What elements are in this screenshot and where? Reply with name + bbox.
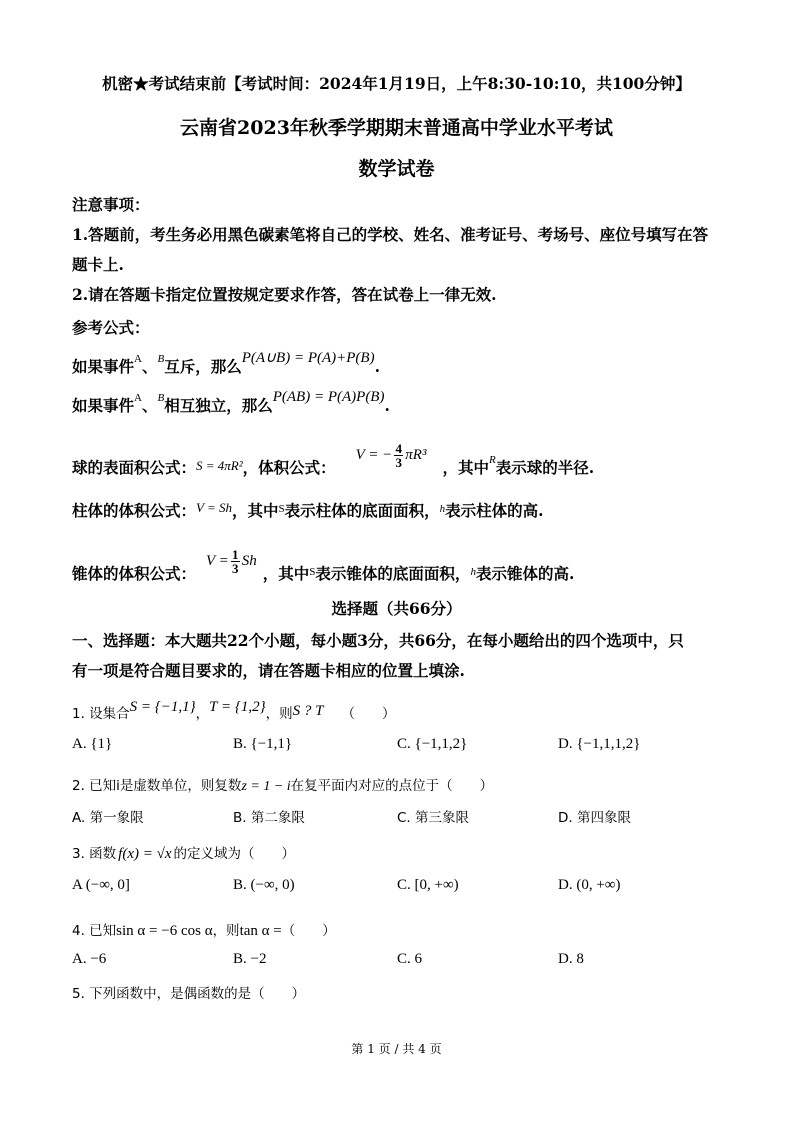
rhs: πR³ — [405, 447, 427, 463]
option-b: B. {−1,1} — [233, 736, 293, 752]
math: sin α = −6 cos α — [116, 923, 213, 939]
var-s: S — [278, 503, 285, 515]
note-2: 2.请在答题卡指定位置按规定要求作答，答在试卷上一律无效. — [72, 285, 497, 304]
question-1 — [72, 699, 396, 723]
text: 相互独立，那么 — [164, 396, 273, 415]
question-4 — [72, 919, 336, 940]
text: 表示锥体的高. — [475, 564, 575, 583]
var-r: R — [489, 454, 496, 466]
option-b: B. 第二象限 — [233, 810, 305, 826]
option-c: C. 6 — [397, 951, 423, 967]
text: ，体积公式： — [242, 458, 336, 477]
math: z = 1 − i — [241, 779, 291, 794]
note-1: 1.答题前，考生务必用黑色碳素笔将自己的学校、姓名、准考证号、考场号、座位号填写在答 — [72, 225, 709, 244]
stem: 在复平面内对应的点位于（ ） — [290, 778, 494, 794]
denominator: 3 — [232, 561, 239, 576]
text: ，其中 — [232, 501, 279, 520]
numerator: 4 — [395, 441, 403, 456]
option-d: D. 8 — [558, 951, 584, 967]
formulas-heading: 参考公式： — [72, 318, 150, 337]
text: ，其中 — [442, 458, 489, 477]
option-a: A. −6 — [72, 951, 107, 967]
formula: P(AB) = P(A)P(B) — [272, 389, 385, 405]
text: 锥体的体积公式： — [72, 564, 197, 583]
section-title: 选择题（共66分） — [331, 599, 462, 618]
question-5: 5. 下列函数中，是偶函数的是（ ） — [72, 986, 306, 1002]
math: S ? T — [292, 703, 324, 719]
formula: P(A∪B) = P(A)+P(B) — [241, 350, 375, 366]
text: 表示锥体的底面面积， — [315, 564, 471, 583]
text: 、 — [141, 396, 158, 415]
question-3 — [72, 842, 295, 863]
fraction — [231, 548, 240, 575]
option-c: C. [0, +∞) — [397, 877, 459, 893]
cone-volume-formula — [206, 548, 257, 575]
stem: 3. 函数 — [72, 846, 117, 862]
formula-cone — [72, 547, 575, 589]
section-intro-cont: 有一项是符合题目要求的，请在答题卡相应的位置上填涂. — [72, 661, 465, 680]
denominator: 3 — [395, 455, 403, 470]
var-s: S — [309, 566, 316, 578]
rhs: Sh — [241, 553, 257, 569]
var-h: h — [439, 503, 446, 515]
question-2 — [72, 774, 493, 795]
option-c: C. 第三象限 — [397, 810, 470, 826]
text: 表示柱体的高. — [445, 501, 544, 520]
option-b: B. (−∞, 0) — [233, 877, 295, 893]
stem: 1. 设集合 — [72, 706, 130, 722]
text: 如果事件 — [72, 396, 135, 415]
formula-mutex — [72, 350, 380, 377]
confidential-line: 机密★考试结束前【考试时间：2024年1月19日，上午8:30-10:10，共100分钟】 — [102, 74, 691, 93]
formula-sphere — [72, 441, 595, 483]
exam-title: 云南省2023年秋季学期期末普通高中学业水平考试 — [180, 117, 613, 139]
text: 表示柱体的底面面积， — [284, 501, 440, 520]
option-b: B. −2 — [233, 951, 267, 967]
exam-subtitle: 数学试卷 — [358, 158, 435, 180]
option-c: C. {−1,1,2} — [397, 736, 468, 752]
fraction — [394, 442, 403, 469]
formula: V = Sh — [196, 500, 232, 515]
math: tan α = — [239, 923, 282, 939]
lhs: V = — [206, 553, 229, 569]
event-a: A — [134, 353, 142, 365]
period: . — [384, 396, 390, 415]
text: 柱体的体积公式： — [72, 501, 197, 520]
event-b: B — [157, 392, 165, 404]
text: ，其中 — [262, 564, 310, 583]
sphere-volume-formula — [356, 442, 427, 469]
lhs: V = − — [355, 447, 393, 463]
option-d: D. (0, +∞) — [558, 877, 621, 893]
option-a: A (−∞, 0] — [72, 877, 130, 893]
formula: S = 4πR² — [196, 458, 243, 473]
var-h: h — [470, 566, 476, 578]
formula-independent — [72, 389, 390, 416]
notes-heading: 注意事项： — [72, 195, 150, 214]
math: T = {1,2} — [209, 699, 266, 715]
option-d: D. 第四象限 — [558, 810, 631, 826]
period: . — [374, 357, 380, 376]
stem: 的定义域为（ ） — [173, 846, 295, 862]
note-1-cont: 题卡上. — [72, 255, 124, 274]
option-a: A. 第一象限 — [72, 810, 144, 826]
answer-paren: （ ） — [341, 706, 396, 722]
option-d: D. {−1,1,1,2} — [558, 736, 641, 752]
answer-paren: （ ） — [281, 923, 336, 939]
page-footer: 第 1 页 / 共 4 页 — [351, 1042, 442, 1056]
stem: 2. 已知i是虚数单位，则复数 — [72, 778, 242, 794]
math: S = {−1,1} — [129, 699, 196, 715]
math: f(x) = √x — [118, 846, 172, 862]
text: 球的表面积公式： — [72, 458, 197, 477]
event-a: A — [134, 392, 142, 404]
text: 表示球的半径. — [495, 458, 595, 477]
text: 互斥，那么 — [164, 357, 242, 376]
numerator: 1 — [232, 547, 239, 562]
sep: ， — [195, 706, 210, 722]
text: 、 — [141, 357, 158, 376]
stem: 4. 已知 — [72, 923, 117, 939]
stem: ，则 — [265, 706, 293, 722]
stem: ，则 — [212, 923, 240, 939]
event-b: B — [157, 353, 165, 365]
text: 如果事件 — [72, 357, 135, 376]
formula-prism — [72, 499, 544, 521]
option-a: A. {1} — [72, 736, 113, 752]
section-intro: 一、选择题：本大题共22个小题，每小题3分，共66分，在每小题给出的四个选项中，只 — [72, 631, 684, 650]
